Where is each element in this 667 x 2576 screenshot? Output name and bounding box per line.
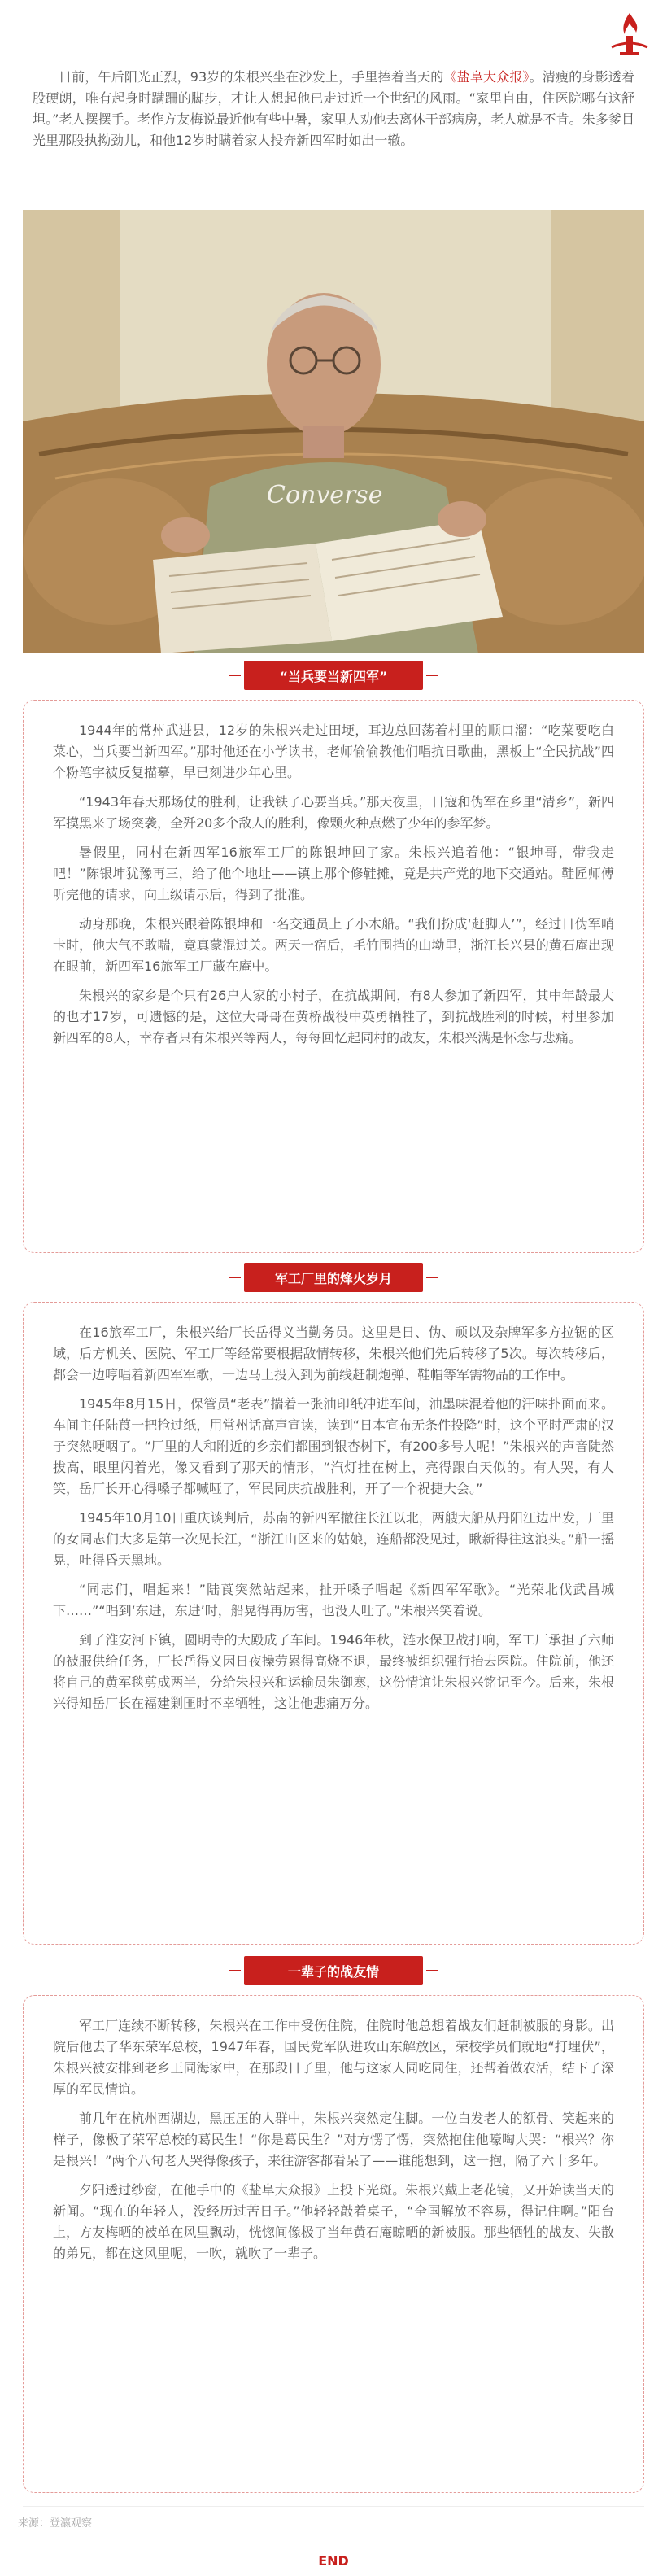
section-box-lifelong-comrades [23, 1995, 644, 2493]
source-credit: 来源：登瀛观察 [18, 2517, 93, 2530]
paragraph: “同志们，唱起来！”陆莨突然站起来，扯开嗓子唱起《新四军军歌》。“光荣北伐武昌城下……”“唱到‘东进，东进’时，船晃得再厉害，也没人吐了。”朱根兴笑着说。 [53, 1582, 614, 1618]
intro-paragraph [33, 67, 634, 151]
end-marker: END [318, 2553, 349, 2569]
newspaper-name: 《盐阜大众报》 [443, 69, 530, 85]
paragraph: 1945年10月10日重庆谈判后，苏南的新四军撤往长江以北，两艘大船从丹阳江边出发，厂里的女同志们大多是第一次见长江，“浙江山区来的姑娘，连船都没见过，瞅新得往这浪头。”船一摇晃，吐得昏天黑地。 [53, 1510, 614, 1568]
intro-text-part2: 。清瘦的身影透着股硬朗，唯有起身时蹒跚的脚步，才让人想起他已走过近一个世纪的风雨。“家里自由，住医院哪有这舒坦。”老人摆摆手。老作方友梅说最近他有些中暑，家里人劝他去离休干部病房，老人就是不肯。朱多爹目光里那股执拗劲儿，和他12岁时瞒着家人投奔新四军时如出一辙。 [33, 69, 634, 148]
paragraph: 夕阳透过纱窗，在他手中的《盐阜大众报》上投下光斑。朱根兴戴上老花镜，又开始读当天的新闻。“现在的年轻人，没经历过苦日子。”他轻轻敲着桌子，“全国解放不容易，得记住啊。”阳台上，方友梅晒的被单在风里飘动，恍惚间像极了当年黄石庵晾晒的新被服。那些牺牲的战友、失散的弟兄，都在这风里呢，一吹，就吹了一辈子。 [53, 2182, 614, 2261]
paragraph: “1943年春天那场仗的胜利，让我铁了心要当兵。”那天夜里，日寇和伪军在乡里“清乡”，新四军摸黑来了场突袭，全歼20多个敌人的胜利，像颗火种点燃了少年的参军梦。 [53, 794, 614, 831]
section-tag-lifelong-comrades: 一辈子的战友情 [244, 1956, 423, 1985]
paragraph: 1944年的常州武进县，12岁的朱根兴走过田埂，耳边总回荡着村里的顺口溜：“吃菜要吃白菜心，当兵要当新四军。”那时他还在小学读书，老师偷偷教他们唱抗日歌曲，黑板上“全民抗战”四个粉笔字被反复描摹，早已刻进少年心里。 [53, 723, 614, 780]
photo-elderly-man-reading [23, 210, 644, 653]
intro-text-part1: 日前，午后阳光正烈，93岁的朱根兴坐在沙发上，手里捧着当天的 [59, 69, 444, 85]
section-box-arsenal-years [23, 1302, 644, 1945]
section-tag-join-army: “当兵要当新四军” [244, 661, 423, 690]
paragraph: 暑假里，同村在新四军16旅军工厂的陈银坤回了家。朱根兴追着他：“银坤哥，带我走吧！”陈银坤犹豫再三，给了他个地址——镇上那个修鞋摊，竟是共产党的地下交通站。鞋匠师傅听完他的请求，向上级请示后，得到了批准。 [53, 845, 614, 902]
paragraph: 到了淮安河下镇，圆明寺的大殿成了车间。1946年秋，涟水保卫战打响，军工厂承担了六师的被服供给任务，厂长岳得义因日夜操劳累得高烧不退，最终被组织强行抬去医院。住院前，他还将自己的黄军毯剪成两半，分给朱根兴和运输员朱御寒，这份情谊让朱根兴铭记至今。后来，朱根兴得知岳厂长在福建剿匪时不幸牺牲，这让他悲痛万分。 [53, 1632, 614, 1711]
shirt-text: Converse [267, 481, 383, 509]
paragraph: 1945年8月15日，保管员“老表”揣着一张油印纸冲进车间，油墨味混着他的汗味扑面而来。车间主任陆莨一把抢过纸，用常州话高声宣读，读到“日本宣布无条件投降”时，这个平时严肃的汉子突然哽咽了。“厂里的人和附近的乡亲们都围到银杏树下，有200多号人呢！”朱根兴的声音陡然拔高，眼里闪着光，像又看到了那天的情形，“汽灯挂在树上，亮得跟白天似的。有人哭，有人笑，岳厂长开心得嗓子都喊哑了，军民同庆抗战胜利，开了一个祝捷大会。” [53, 1396, 614, 1496]
section-tag-arsenal-years: 军工厂里的烽火岁月 [244, 1263, 423, 1292]
paragraph: 前几年在杭州西湖边，黑压压的人群中，朱根兴突然定住脚。一位白发老人的额骨、笑起来的样子，像极了荣军总校的葛民生！“你是葛民生？”对方愣了愣，突然抱住他嚎啕大哭：“根兴？你是根兴！”两个八旬老人哭得像孩子，来往游客都看呆了——谁能想到，这一抱，隔了六十多年。 [53, 2111, 614, 2168]
section-box-join-army [23, 700, 644, 1253]
paragraph: 动身那晚，朱根兴跟着陈银坤和一名交通员上了小木船。“我们扮成‘赶脚人’”，经过日伪军哨卡时，他大气不敢喘，竟真蒙混过关。两天一宿后，毛竹围挡的山坳里，浙江长兴县的黄石庵出现在眼前，新四军16旅军工厂藏在庵中。 [53, 916, 614, 974]
paragraph: 在16旅军工厂，朱根兴给厂长岳得义当勤务员。这里是日、伪、顽以及杂牌军多方拉锯的区域，后方机关、医院、军工厂等经常要根据敌情转移，朱根兴他们先后转移了5次。每次转移后，都会一边哼唱着新四军军歌，一边马上投入到为前线赶制炮弹、鞋帽等军需物品的工作中。 [53, 1325, 614, 1382]
paragraph: 朱根兴的家乡是个只有26户人家的小村子，在抗战期间，有8人参加了新四军，其中年龄最大的也才17岁，可遗憾的是，这位大哥哥在黄桥战役中英勇牺牲了，到抗战胜利的时候，村里参加新四军的8人，幸存者只有朱根兴等两人，每每回忆起同村的战友，朱根兴满是怀念与悲痛。 [53, 988, 614, 1046]
paragraph: 军工厂连续不断转移，朱根兴在工作中受伤住院，住院时他总想着战友们赶制被服的身影。出院后他去了华东荣军总校，1947年春，国民党军队进攻山东解放区，荣校学员们就地“打埋伏”，朱根兴被安排到老乡王同海家中，在那段日子里，他与这家人同吃同住，还帮着做农活，结下了深厚的军民情谊。 [53, 2018, 614, 2097]
torch-emblem-icon [610, 11, 649, 60]
footer-divider [23, 2506, 644, 2507]
